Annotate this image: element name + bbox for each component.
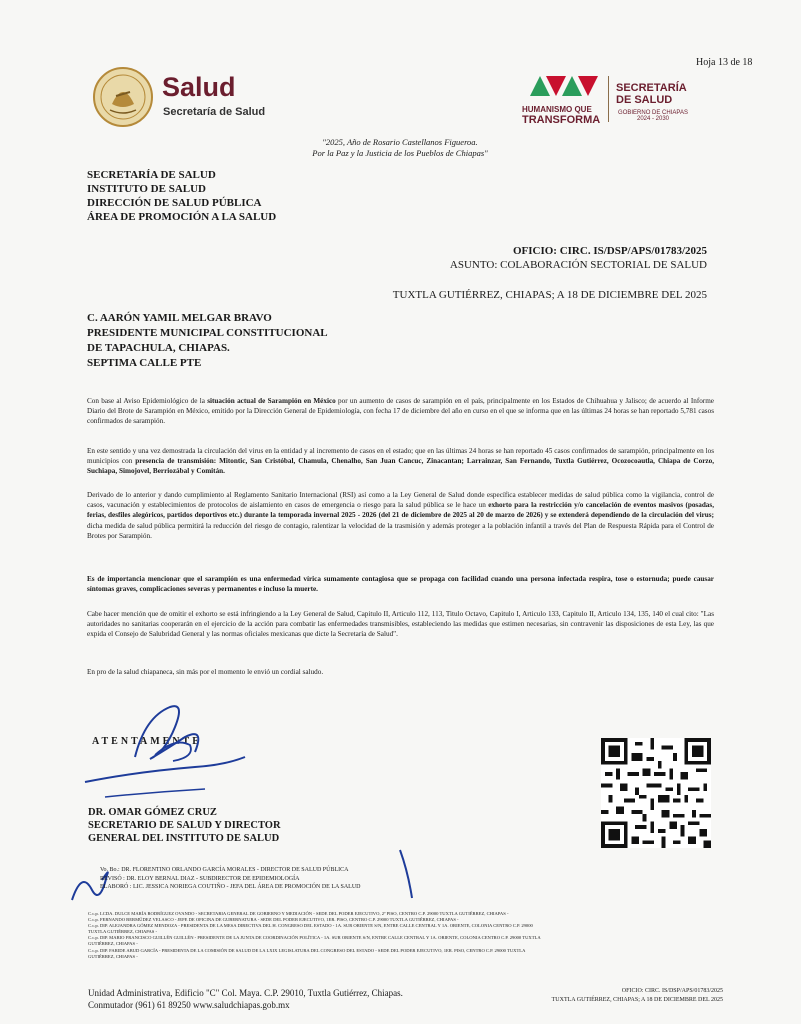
department-line1: SECRETARÍA DE SALUD xyxy=(87,169,216,181)
p1-text-c: por un aumento de casos de sarampión en el país, principalmente en los Estados de Chihuahua y Jalisco; de acuerdo al Informe Diario del Brote de Sarampión en México, emitido por la Dirección General de Epidemiología, con fecha 17 de diciembre del año en curso en el que se informa que en las últimas 24 horas se han reportado 5,781 casos confirmados de sarampión. xyxy=(87,397,714,426)
p2-text-bold: presencia de transmisión: Mitontic, San Cristóbal, Chamula, Chenalho, San Juan Cancuc, Zinacantan; Larrainzar, San Fernando, Tuxtla Gutiérrez, Ocozocoautla, Chiapa de Corzo, Suchiapa, Simojovel, Berriozábal y Comitán. xyxy=(87,457,714,476)
body-paragraph-6: En pro de la salud chiapaneca, sin más por el momento le envió un cordial saludo. xyxy=(87,668,324,676)
p3-text-c: dicha medida de salud pública permitirá la reducción del riesgo de contagio, ralentizar la velocidad de la trasmisión y además proteger a la población infantil a través del Plan de Respuesta Rápida para el Control de Brotes por Sarampión. xyxy=(87,521,714,540)
footer-reference xyxy=(552,987,723,1005)
humanismo-slogan xyxy=(522,104,600,126)
ccp-line: C.c.p. DIP. MARIO FRANCISCO GUILLÉN GUILLÉN - PRESIDENTE DE LA JUNTA DE COORDINACIÓN POLÍTICA - 1A. SUR ORIENTE S/N, ENTRE CALLE CENTRAL Y 1A. ORIENTE, COLONIA CENTRO C.P. 29000 TUXTLA GUTIÉRREZ, CHIAPAS - xyxy=(88,935,541,947)
footer-contact-line: Conmutador (961) 61 89250 www.saludchiapas.gob.mx xyxy=(88,1000,290,1010)
handwritten-signature xyxy=(75,697,255,817)
p2-text-a: En este sentido y una vez demostrada la circulación del virus en la entidad y al incremento de casos en el estado; que en las últimas 24 horas se han reportado 45 casos confirmados de sarampión, principalmente en los municipios con xyxy=(87,447,714,466)
body-paragraph-5: Cabe hacer mención que de omitir el exhorto se está infringiendo a la Ley General de Salud, Capitulo II, Articulo 112, 113, Titulo Octavo, Capitulo I, Articulo 133, Capitulo II, Articulo 134, 135, 140 el cual cito: "Las autoridades no sanitarias cooperarán en el ejercicio de la acción para combatir las enfermedades transmisibles, estableciendo las medidas que estimen necesarias, sin contravenir las disposiciones de esta Ley, las que expida el Consejo de Salubridad General y las normas oficiales mexicanas que dicte la Secretaría de Salud". xyxy=(87,610,714,639)
approval-tick-mark xyxy=(390,842,440,902)
national-seal-icon xyxy=(92,66,154,128)
slogan-line1: HUMANISMO QUE xyxy=(522,105,592,114)
oficio-number: OFICIO: CIRC. IS/DSP/APS/01783/2025 xyxy=(512,245,707,257)
carbon-copy-list xyxy=(88,911,548,960)
approval-vobo: Vo. Bo.: DR. FLORENTINO ORLANDO GARCÍA MORALES - DIRECTOR DE SALUD PÚBLICA xyxy=(100,867,349,873)
signer-title-line2: GENERAL DEL INSTITUTO DE SALUD xyxy=(88,833,280,844)
department-line3: DIRECCIÓN DE SALUD PÚBLICA xyxy=(87,197,262,209)
body-paragraph-3 xyxy=(87,490,714,541)
approval-elaboro: ELABORÓ : LIC. JESSICA NORIEGA COUTIÑO - JEFA DEL ÁREA DE PROMOCIÓN DE LA SALUD xyxy=(100,884,361,890)
place-date: TUXTLA GUTIÉRREZ, CHIAPAS; A 18 DE DICIEMBRE DEL 2025 xyxy=(392,289,707,301)
footer-address-line: Unidad Administrativa, Edificio "C" Col. Maya. C.P. 29010, Tuxtla Gutiérrez, Chiapas. xyxy=(88,988,403,998)
ccp-line: C.c.p. FERNANDO BERMÚDEZ VELASCO - JEFE DE OFICINA DE GUBERNATURA - SEDE DEL PODER EJECUTIVO, 1ER. PISO, CENTRO C.P. 29000 TUXTLA GUTIÉRREZ, CHIAPAS - xyxy=(88,917,459,923)
year-motto xyxy=(250,137,550,159)
recipient-line1: C. AARÓN YAMIL MELGAR BRAVO xyxy=(87,312,272,324)
p4-text-bold: Es de importancia mencionar que el sarampión es una enfermedad vírica sumamente contagiosa que se propaga con facilidad cuando una persona infectada respira, tose o estornuda; puede causar síntomas graves, complicaciones severas y permanentes e incluso la muerte. xyxy=(87,575,714,594)
p3-text-a: Derivado de lo anterior y dando cumplimiento al Reglamento Sanitario Internacional (RSI) así como a la Ley General de Salud donde específica establecer medidas de salud pública como la vigilancia, control de casos, vacunación y establecimientos de protocolos de aislamiento en casos de emergencia o riesgo para la salud pública se le hace un xyxy=(87,491,714,510)
chiapas-health-logo xyxy=(520,66,720,130)
salud-logo xyxy=(92,66,282,136)
signer-block xyxy=(88,806,281,845)
page-number: Hoja 13 de 18 xyxy=(696,57,753,68)
recipient-block xyxy=(87,311,328,371)
signer-title-line1: SECRETARIO DE SALUD Y DIRECTOR xyxy=(88,820,281,831)
body-paragraph-2 xyxy=(87,446,714,477)
p1-text-a: Con base al Aviso Epidemiológico de la xyxy=(87,397,208,405)
p1-text-bold: situación actual de Sarampión en México xyxy=(207,397,336,405)
motto-line2: Por la Paz y la Justicia de los Pueblos de Chiapas" xyxy=(312,148,488,158)
logo-divider xyxy=(608,76,609,122)
footer-date: TUXTLA GUTIÉRREZ, CHIAPAS; A 18 DE DICIEMBRE DEL 2025 xyxy=(551,997,723,1003)
approval-reviso: REVISÓ : DR. ELOY BERNAL DIAZ - SUBDIRECTOR DE EPIDEMIOLOGÍA xyxy=(100,875,300,882)
ccp-line: C.c.p. LCDA. DULCE MARÍA RODRÍGUEZ OVANDO - SECRETARIA GENERAL DE GOBIERNO Y MEDIACIÓN - SEDE DEL PODER EJECUTIVO, 2º PISO, CENTRO C.P. 29000 TUXTLA GUTIÉRREZ, CHIAPAS - xyxy=(88,911,509,916)
footer-oficio: OFICIO: CIRC. IS/DSP/APS/01783/2025 xyxy=(621,988,723,994)
recipient-line4: SEPTIMA CALLE PTE xyxy=(87,357,202,369)
body-paragraph-1 xyxy=(87,396,714,427)
motto-line1: "2025, Año de Rosario Castellanos Figueroa. xyxy=(322,137,478,147)
recipient-line2: PRESIDENTE MUNICIPAL CONSTITUCIONAL xyxy=(87,327,328,339)
body-paragraph-4 xyxy=(87,574,714,594)
qr-code xyxy=(601,738,711,848)
department-block xyxy=(87,168,276,224)
secretaria-salud-title xyxy=(616,82,687,106)
closing-atentamente: ATENTAMENTE xyxy=(92,736,202,747)
slogan-line2: TRANSFORMA xyxy=(522,114,601,126)
department-line2: INSTITUTO DE SALUD xyxy=(87,183,207,195)
asunto: ASUNTO: COLABORACIÓN SECTORIAL DE SALUD xyxy=(449,259,707,271)
gobierno-chiapas-subtitle: GOBIERNO DE CHIAPAS 2024 - 2030 xyxy=(618,110,688,122)
footer-address xyxy=(88,987,403,1011)
approvals-block xyxy=(100,866,361,892)
ss-title-line1: SECRETARÍA xyxy=(616,82,687,94)
signer-name: DR. OMAR GÓMEZ CRUZ xyxy=(88,807,217,818)
p3-text-bold: exhorto para la restricción y/o cancelación de eventos masivos (posadas, ferias, desfiles alegóricos, partidos deportivos etc.) durante la temporada invernal 2025 - 2026 (del 21 de diciembre de 2025 al 20 de marzo de 2026) y se extenderá dependiendo de la circulación del virus; xyxy=(87,501,714,520)
reference-block xyxy=(450,244,707,272)
humanismo-mark-icon xyxy=(526,66,602,104)
salud-logo-word: Salud xyxy=(162,72,236,102)
ccp-line: C.c.p. DIP. ALEJANDRA GÓMEZ MENDOZA - PRESIDENTA DE LA MESA DIRECTIVA DEL H. CONGRESO DEL ESTADO - 1A. SUR ORIENTE S/N, ENTRE CALLE CENTRAL Y 1A. ORIENTE, COLONIA CENTRO C.P. 29000 TUXTLA GUTIÉRREZ, CHIAPAS - xyxy=(88,923,533,935)
ss-title-line2: DE SALUD xyxy=(616,94,673,106)
department-line4: ÁREA DE PROMOCIÓN A LA SALUD xyxy=(87,211,277,223)
salud-logo-subtitle: Secretaría de Salud xyxy=(163,106,266,118)
recipient-line3: DE TAPACHULA, CHIAPAS. xyxy=(87,342,230,354)
ccp-line: C.c.p. DIP. FARIDE ABUD GARCÍA - PRESIDENTA DE LA COMISIÓN DE SALUD DE LA LXIX LEGISLATURA DEL CONGRESO DEL ESTADO - SEDE DEL PODER EJECUTIVO, 1ER. PISO, CENTRO C.P. 29000 TUXTLA GUTIÉRREZ, CHIAPAS - xyxy=(88,947,526,959)
